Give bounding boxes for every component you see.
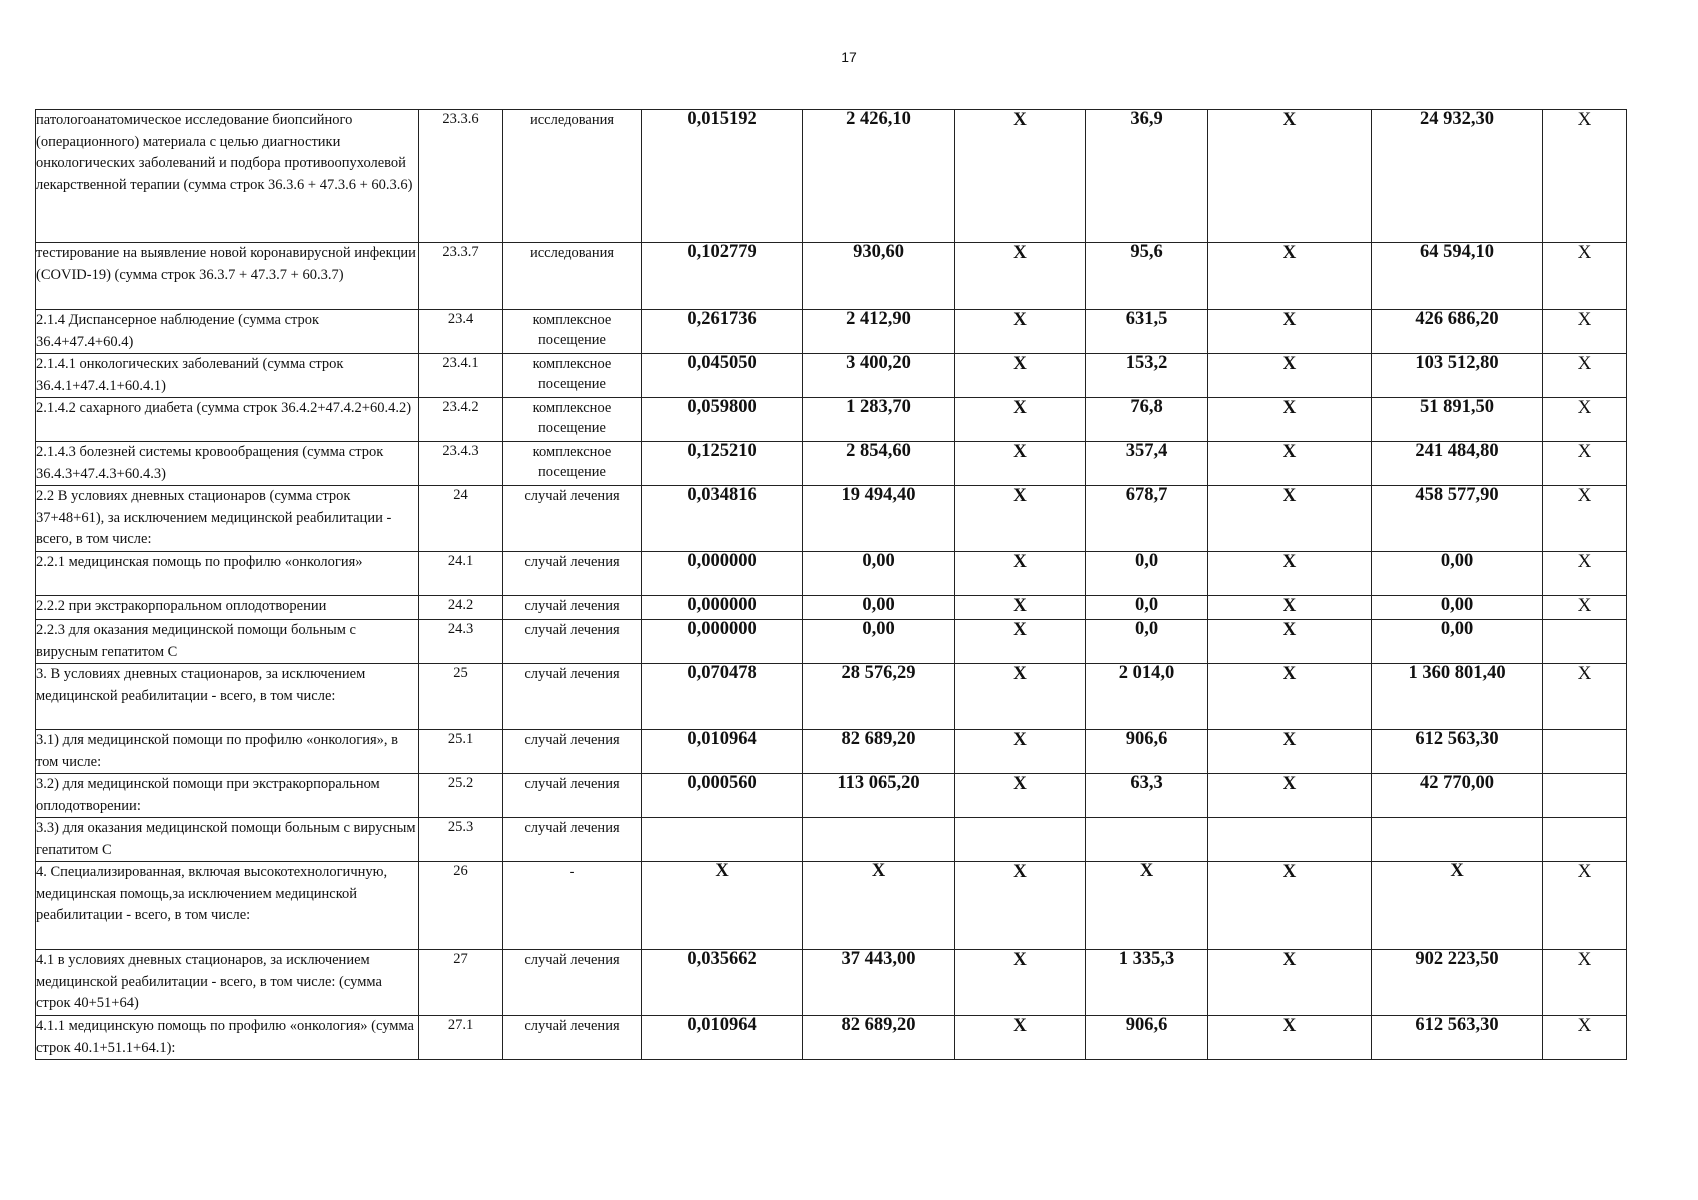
row-cost-per-unit-cell: 2 854,60 <box>803 442 955 486</box>
row-name-cell: 2.2.2 при экстракорпоральном оплодотворении <box>36 596 419 620</box>
row-code-cell: 24.2 <box>419 596 503 620</box>
row-name-cell: 2.1.4.3 болезней системы кровообращения (сумма строк 36.4.3+47.4.3+60.4.3) <box>36 442 419 486</box>
row-total-cost-cell: X <box>1372 862 1543 950</box>
row-total-cost-cell: 42 770,00 <box>1372 774 1543 818</box>
row-per-capita-cell: 678,7 <box>1086 486 1208 552</box>
row-cost-per-unit-cell: 0,00 <box>803 596 955 620</box>
row-cost-per-unit-cell: 19 494,40 <box>803 486 955 552</box>
row-standard-volume-cell: 0,261736 <box>642 310 803 354</box>
row-cost-per-unit-cell: 82 689,20 <box>803 730 955 774</box>
row-x-cell: X <box>955 552 1086 596</box>
row-total-cost-cell: 241 484,80 <box>1372 442 1543 486</box>
row-per-capita-cell <box>1086 818 1208 862</box>
row-unit-cell: комплексное посещение <box>503 354 642 398</box>
row-x-cell: X <box>1208 620 1372 664</box>
row-unit-cell: комплексное посещение <box>503 442 642 486</box>
row-x-cell: X <box>1543 110 1627 243</box>
row-x-cell <box>1543 818 1627 862</box>
row-code-cell: 25.1 <box>419 730 503 774</box>
row-standard-volume-cell: 0,015192 <box>642 110 803 243</box>
row-x-cell: X <box>955 620 1086 664</box>
row-total-cost-cell: 902 223,50 <box>1372 950 1543 1016</box>
row-x-cell: X <box>955 664 1086 730</box>
row-name-cell: 4.1.1 медицинскую помощь по профилю «онкология» (сумма строк 40.1+51.1+64.1): <box>36 1016 419 1060</box>
row-standard-volume-cell: 0,000000 <box>642 620 803 664</box>
row-total-cost-cell: 0,00 <box>1372 596 1543 620</box>
row-x-cell: X <box>955 486 1086 552</box>
row-standard-volume-cell: 0,045050 <box>642 354 803 398</box>
row-total-cost-cell: 24 932,30 <box>1372 110 1543 243</box>
row-x-cell: X <box>1208 1016 1372 1060</box>
row-total-cost-cell: 0,00 <box>1372 552 1543 596</box>
row-x-cell: X <box>1208 552 1372 596</box>
row-per-capita-cell: 2 014,0 <box>1086 664 1208 730</box>
row-cost-per-unit-cell: 0,00 <box>803 620 955 664</box>
row-per-capita-cell: 0,0 <box>1086 596 1208 620</box>
row-standard-volume-cell: 0,102779 <box>642 243 803 310</box>
row-cost-per-unit-cell <box>803 818 955 862</box>
row-standard-volume-cell: 0,034816 <box>642 486 803 552</box>
row-code-cell: 23.4.1 <box>419 354 503 398</box>
row-name-cell: 3.2) для медицинской помощи при экстракорпоральном оплодотворении: <box>36 774 419 818</box>
row-unit-cell: случай лечения <box>503 552 642 596</box>
row-cost-per-unit-cell: 82 689,20 <box>803 1016 955 1060</box>
row-unit-cell: исследования <box>503 110 642 243</box>
row-cost-per-unit-cell: 113 065,20 <box>803 774 955 818</box>
row-unit-cell: комплексное посещение <box>503 398 642 442</box>
row-x-cell: X <box>955 950 1086 1016</box>
row-code-cell: 27 <box>419 950 503 1016</box>
row-standard-volume-cell: 0,059800 <box>642 398 803 442</box>
row-code-cell: 24.3 <box>419 620 503 664</box>
row-code-cell: 23.3.7 <box>419 243 503 310</box>
row-standard-volume-cell: 0,035662 <box>642 950 803 1016</box>
row-name-cell: патологоанатомическое исследование биопсийного (операционного) материала с целью диагностики онкологических заболеваний и подбора противоопухолевой лекарственной терапии (сумма строк 36.3.6 + 47.3.6 + 60.3.6) <box>36 110 419 243</box>
row-name-cell: 2.2.1 медицинская помощь по профилю «онкология» <box>36 552 419 596</box>
row-total-cost-cell: 612 563,30 <box>1372 730 1543 774</box>
row-x-cell: X <box>1208 398 1372 442</box>
row-unit-cell: случай лечения <box>503 664 642 730</box>
row-x-cell: X <box>1208 596 1372 620</box>
row-unit-cell: случай лечения <box>503 620 642 664</box>
row-x-cell: X <box>955 730 1086 774</box>
row-name-cell: 2.2 В условиях дневных стационаров (сумма строк 37+48+61), за исключением медицинской реабилитации - всего, в том числе: <box>36 486 419 552</box>
row-total-cost-cell: 1 360 801,40 <box>1372 664 1543 730</box>
row-total-cost-cell: 0,00 <box>1372 620 1543 664</box>
row-cost-per-unit-cell: X <box>803 862 955 950</box>
table-row <box>36 486 1627 552</box>
row-name-cell: 4.1 в условиях дневных стационаров, за исключением медицинской реабилитации - всего, в том числе: (сумма строк 40+51+64) <box>36 950 419 1016</box>
row-standard-volume-cell <box>642 818 803 862</box>
table-row <box>36 110 1627 243</box>
row-total-cost-cell: 612 563,30 <box>1372 1016 1543 1060</box>
row-standard-volume-cell: 0,010964 <box>642 1016 803 1060</box>
table-row <box>36 310 1627 354</box>
row-x-cell: X <box>955 110 1086 243</box>
table-row <box>36 774 1627 818</box>
row-code-cell: 23.3.6 <box>419 110 503 243</box>
row-code-cell: 24.1 <box>419 552 503 596</box>
row-name-cell: 2.2.3 для оказания медицинской помощи больным с вирусным гепатитом С <box>36 620 419 664</box>
row-name-cell: 3.3) для оказания медицинской помощи больным с вирусным гепатитом С <box>36 818 419 862</box>
table-row <box>36 950 1627 1016</box>
row-x-cell: X <box>1208 862 1372 950</box>
row-per-capita-cell: 76,8 <box>1086 398 1208 442</box>
row-standard-volume-cell: 0,010964 <box>642 730 803 774</box>
row-standard-volume-cell: 0,000560 <box>642 774 803 818</box>
row-standard-volume-cell: 0,000000 <box>642 552 803 596</box>
row-x-cell: X <box>1208 950 1372 1016</box>
row-x-cell: X <box>1543 442 1627 486</box>
row-total-cost-cell: 51 891,50 <box>1372 398 1543 442</box>
row-cost-per-unit-cell: 2 426,10 <box>803 110 955 243</box>
table-row <box>36 862 1627 950</box>
row-unit-cell: исследования <box>503 243 642 310</box>
row-x-cell: X <box>955 354 1086 398</box>
row-name-cell: 2.1.4.1 онкологических заболеваний (сумма строк 36.4.1+47.4.1+60.4.1) <box>36 354 419 398</box>
row-x-cell: X <box>1543 243 1627 310</box>
table-row <box>36 818 1627 862</box>
row-per-capita-cell: 153,2 <box>1086 354 1208 398</box>
row-standard-volume-cell: 0,000000 <box>642 596 803 620</box>
row-cost-per-unit-cell: 1 283,70 <box>803 398 955 442</box>
row-code-cell: 23.4 <box>419 310 503 354</box>
row-name-cell: 2.1.4.2 сахарного диабета (сумма строк 36.4.2+47.4.2+60.4.2) <box>36 398 419 442</box>
table-row <box>36 664 1627 730</box>
row-x-cell: X <box>1543 596 1627 620</box>
row-x-cell: X <box>955 398 1086 442</box>
row-code-cell: 27.1 <box>419 1016 503 1060</box>
row-x-cell: X <box>955 862 1086 950</box>
row-per-capita-cell: 95,6 <box>1086 243 1208 310</box>
row-total-cost-cell <box>1372 818 1543 862</box>
row-standard-volume-cell: 0,070478 <box>642 664 803 730</box>
row-per-capita-cell: 0,0 <box>1086 552 1208 596</box>
row-x-cell: X <box>1208 774 1372 818</box>
row-unit-cell: комплексное посещение <box>503 310 642 354</box>
row-name-cell: 3. В условиях дневных стационаров, за исключением медицинской реабилитации - всего, в том числе: <box>36 664 419 730</box>
row-cost-per-unit-cell: 0,00 <box>803 552 955 596</box>
row-x-cell <box>1543 774 1627 818</box>
row-x-cell <box>1543 730 1627 774</box>
row-x-cell: X <box>1543 862 1627 950</box>
page-number: 17 <box>841 49 857 65</box>
row-total-cost-cell: 426 686,20 <box>1372 310 1543 354</box>
row-code-cell: 25.3 <box>419 818 503 862</box>
row-x-cell: X <box>1208 486 1372 552</box>
row-cost-per-unit-cell: 28 576,29 <box>803 664 955 730</box>
row-x-cell: X <box>955 1016 1086 1060</box>
row-per-capita-cell: 906,6 <box>1086 730 1208 774</box>
row-x-cell: X <box>1208 243 1372 310</box>
row-name-cell: 3.1) для медицинской помощи по профилю «онкология», в том числе: <box>36 730 419 774</box>
row-code-cell: 26 <box>419 862 503 950</box>
row-x-cell: X <box>1543 486 1627 552</box>
row-x-cell: X <box>955 243 1086 310</box>
row-per-capita-cell: 0,0 <box>1086 620 1208 664</box>
row-x-cell: X <box>955 442 1086 486</box>
table-row <box>36 596 1627 620</box>
row-code-cell: 25.2 <box>419 774 503 818</box>
row-x-cell: X <box>1208 730 1372 774</box>
row-per-capita-cell: 906,6 <box>1086 1016 1208 1060</box>
row-x-cell: X <box>1208 110 1372 243</box>
row-x-cell: X <box>1208 664 1372 730</box>
row-total-cost-cell: 64 594,10 <box>1372 243 1543 310</box>
row-standard-volume-cell: X <box>642 862 803 950</box>
row-per-capita-cell: 357,4 <box>1086 442 1208 486</box>
row-unit-cell: случай лечения <box>503 818 642 862</box>
row-x-cell: X <box>955 774 1086 818</box>
row-x-cell <box>1208 818 1372 862</box>
table-row <box>36 354 1627 398</box>
table-row <box>36 620 1627 664</box>
data-table <box>35 109 1627 1060</box>
row-name-cell: 4. Специализированная, включая высокотехнологичную, медицинская помощь,за исключением медицинской реабилитации - всего, в том числе: <box>36 862 419 950</box>
row-per-capita-cell: X <box>1086 862 1208 950</box>
row-x-cell <box>1543 620 1627 664</box>
row-code-cell: 25 <box>419 664 503 730</box>
row-cost-per-unit-cell: 3 400,20 <box>803 354 955 398</box>
row-per-capita-cell: 63,3 <box>1086 774 1208 818</box>
row-x-cell: X <box>1208 442 1372 486</box>
table-row <box>36 730 1627 774</box>
row-unit-cell: случай лечения <box>503 1016 642 1060</box>
row-x-cell: X <box>1208 354 1372 398</box>
row-per-capita-cell: 36,9 <box>1086 110 1208 243</box>
row-x-cell: X <box>955 596 1086 620</box>
row-cost-per-unit-cell: 37 443,00 <box>803 950 955 1016</box>
row-name-cell: тестирование на выявление новой коронавирусной инфекции (COVID-19) (сумма строк 36.3.7 + 47.3.7 + 60.3.7) <box>36 243 419 310</box>
row-code-cell: 23.4.3 <box>419 442 503 486</box>
row-unit-cell: - <box>503 862 642 950</box>
table-row <box>36 442 1627 486</box>
row-unit-cell: случай лечения <box>503 596 642 620</box>
row-cost-per-unit-cell: 2 412,90 <box>803 310 955 354</box>
row-per-capita-cell: 1 335,3 <box>1086 950 1208 1016</box>
table-row <box>36 1016 1627 1060</box>
row-per-capita-cell: 631,5 <box>1086 310 1208 354</box>
table-row <box>36 398 1627 442</box>
row-code-cell: 24 <box>419 486 503 552</box>
row-x-cell: X <box>1208 310 1372 354</box>
row-cost-per-unit-cell: 930,60 <box>803 243 955 310</box>
row-unit-cell: случай лечения <box>503 950 642 1016</box>
row-x-cell: X <box>1543 354 1627 398</box>
row-unit-cell: случай лечения <box>503 774 642 818</box>
row-x-cell: X <box>1543 310 1627 354</box>
row-x-cell: X <box>1543 1016 1627 1060</box>
row-x-cell: X <box>1543 552 1627 596</box>
row-total-cost-cell: 458 577,90 <box>1372 486 1543 552</box>
row-code-cell: 23.4.2 <box>419 398 503 442</box>
row-unit-cell: случай лечения <box>503 730 642 774</box>
row-total-cost-cell: 103 512,80 <box>1372 354 1543 398</box>
row-x-cell: X <box>955 310 1086 354</box>
table-row <box>36 552 1627 596</box>
row-x-cell <box>955 818 1086 862</box>
row-x-cell: X <box>1543 950 1627 1016</box>
row-x-cell: X <box>1543 664 1627 730</box>
row-x-cell: X <box>1543 398 1627 442</box>
row-name-cell: 2.1.4 Диспансерное наблюдение (сумма строк 36.4+47.4+60.4) <box>36 310 419 354</box>
table-row <box>36 243 1627 310</box>
row-unit-cell: случай лечения <box>503 486 642 552</box>
row-standard-volume-cell: 0,125210 <box>642 442 803 486</box>
